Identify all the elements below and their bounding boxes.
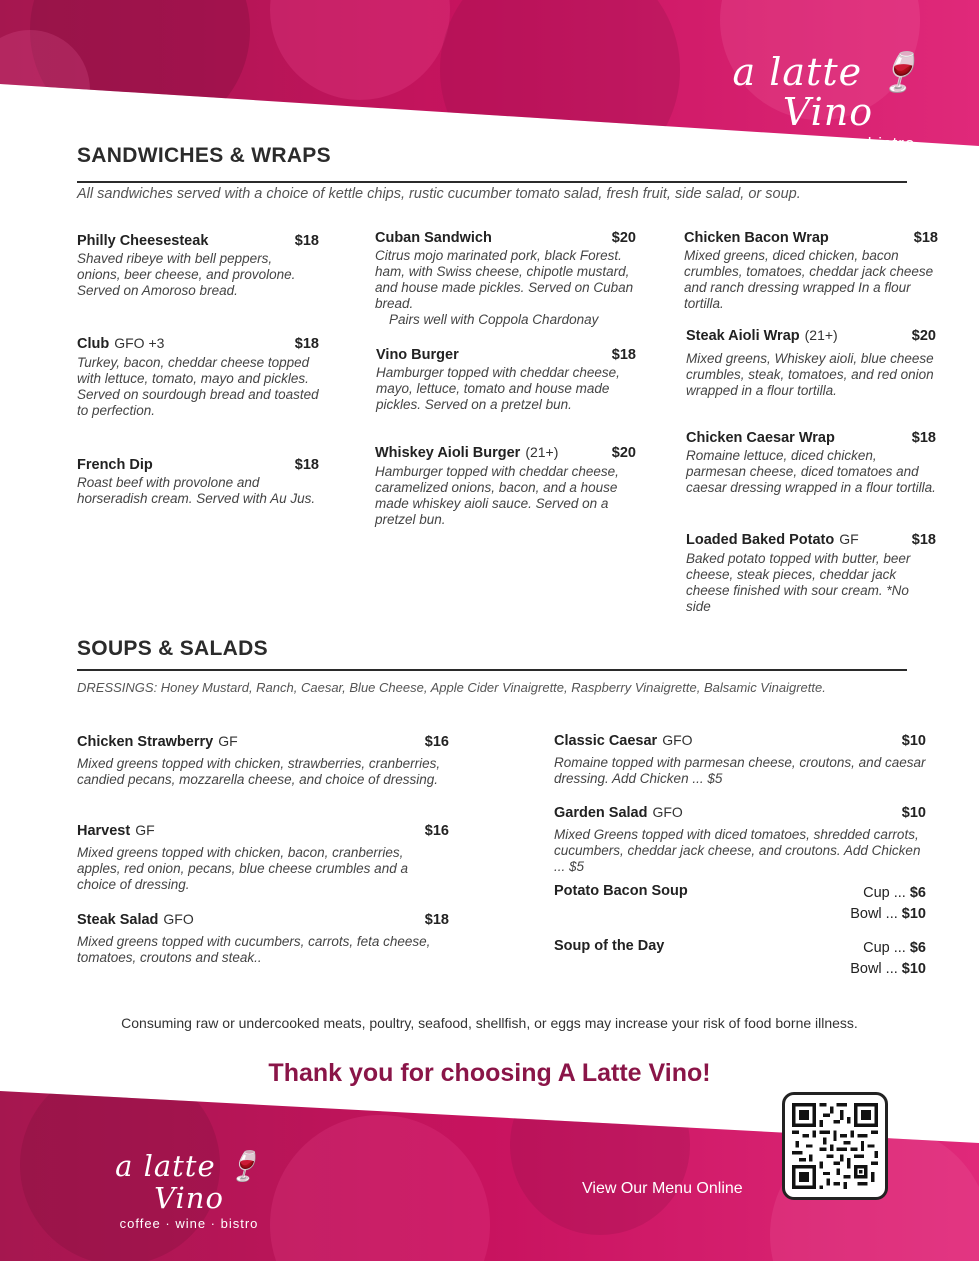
brand-logo-top [718, 52, 938, 154]
item-name: Philly Cheesesteak [77, 233, 209, 249]
item-description: Turkey, bacon, cheddar cheese topped with lettuce, tomato, mayo and pickles. Served on sourdough bread and toasted to perfection. [77, 355, 319, 418]
item-price: $18 [911, 430, 936, 446]
menu-item [554, 804, 926, 875]
item-tag: GFO +3 [114, 335, 165, 351]
header-band [0, 0, 979, 160]
item-description: Mixed greens topped with cucumbers, carrots, feta cheese, tomatoes, croutons and steak.. [77, 934, 431, 965]
item-price: $16 [424, 823, 449, 839]
menu-item-soup [554, 938, 926, 980]
item-price: $18 [611, 347, 636, 363]
sandwiches-note: All sandwiches served with a choice of kettle chips, rustic cucumber tomato salad, fresh fruit, side salad, or soup. [77, 186, 801, 202]
item-name: Vino Burger [376, 347, 459, 363]
view-menu-online-text: View Our Menu Online [582, 1180, 743, 1197]
item-description: Hamburger topped with cheddar cheese, caramelized onions, bacon, and a house made whiskey aioli sauce. Served on a pretzel bun. [375, 464, 619, 527]
menu-item [554, 732, 926, 787]
item-name: Classic Caesar [554, 733, 658, 749]
item-price: $18 [911, 532, 936, 548]
qr-code-icon [792, 1102, 878, 1190]
cup-label: Cup ... [863, 885, 906, 901]
item-tag: GF [839, 531, 859, 547]
section-title-sandwiches: SANDWICHES & WRAPS [77, 144, 331, 167]
item-description: Hamburger topped with cheddar cheese, mayo, lettuce, tomato and house made pickles. Served on a pretzel bun. [376, 365, 620, 412]
menu-item [77, 335, 319, 419]
item-tag: GF [218, 733, 238, 749]
item-name: Club [77, 336, 110, 352]
item-price: $18 [294, 233, 319, 249]
item-pairing: Pairs well with Coppola Chardonay [389, 312, 599, 327]
item-tag: (21+) [525, 444, 559, 460]
item-description: Roast beef with provolone and horseradish cream. Served with Au Jus. [77, 475, 316, 506]
item-description: Mixed greens topped with chicken, strawberries, cranberries, candied pecans, mozzarella cheese, and choice of dressing. [77, 756, 441, 787]
item-description: Citrus mojo marinated pork, black Forest. ham, with Swiss cheese, chipotle mustard, and house made pickles. Served on Cuban bread. [375, 248, 634, 311]
item-name: Cuban Sandwich [375, 230, 492, 246]
brand-tagline: coffee · wine · bistro [119, 1216, 259, 1231]
item-name: Potato Bacon Soup [554, 883, 688, 899]
item-name: Soup of the Day [554, 938, 665, 954]
thank-you-message: Thank you for choosing A Latte Vino! [268, 1059, 711, 1087]
item-name: Chicken Bacon Wrap [684, 230, 829, 246]
item-name: Chicken Caesar Wrap [686, 430, 835, 446]
section-divider [77, 181, 907, 183]
menu-item-soup [554, 883, 926, 925]
menu-item [684, 230, 938, 312]
item-description: Romaine topped with parmesan cheese, croutons, and caesar dressing. Add Chicken ... $5 [554, 755, 926, 786]
item-name: French Dip [77, 457, 153, 473]
menu-item [686, 430, 936, 496]
item-price: $16 [424, 734, 449, 750]
item-description: Mixed greens, Whiskey aioli, blue cheese crumbles, steak, tomatoes, and red onion wrapped in a flour tortilla. [686, 351, 934, 398]
bowl-price: $10 [901, 961, 926, 977]
item-price: $18 [913, 230, 938, 246]
item-price: $10 [901, 805, 926, 821]
dressings-note: DRESSINGS: Honey Mustard, Ranch, Caesar, Blue Cheese, Apple Cider Vinaigrette, Raspberry Vinaigrette, Balsamic Vinaigrette. [77, 680, 826, 695]
item-price: $18 [294, 457, 319, 473]
menu-item [77, 733, 449, 788]
brand-logo-bottom [104, 1150, 274, 1231]
item-tag: GFO [163, 911, 194, 927]
item-description: Mixed Greens topped with diced tomatoes, shredded carrots, cucumbers, cheddar jack cheese, and croutons. Add Chicken ... $5 [554, 827, 921, 874]
menu-item [686, 531, 936, 615]
menu-item [77, 911, 449, 966]
section-divider [77, 669, 907, 671]
bowl-price: $10 [901, 906, 926, 922]
item-name: Steak Aioli Wrap [686, 328, 800, 344]
item-name: Whiskey Aioli Burger [375, 445, 521, 461]
wine-coffee-cup-icon: 🍷 [875, 50, 924, 94]
item-price: $20 [911, 328, 936, 344]
brand-logo-script: a latte 🍷Vino [115, 1149, 263, 1215]
item-name: Harvest [77, 823, 131, 839]
item-tag: GF [135, 822, 155, 838]
menu-item [686, 327, 936, 399]
item-description: Baked potato topped with butter, beer cheese, steak pieces, cheddar jack cheese finished with sour cream. *No side [686, 551, 911, 614]
soup-prices [850, 938, 926, 980]
item-price: $18 [424, 912, 449, 928]
wine-coffee-cup-icon: 🍷 [225, 1149, 263, 1183]
qr-code[interactable] [782, 1092, 888, 1200]
menu-item [77, 457, 319, 507]
menu-item [376, 347, 636, 413]
cup-label: Cup ... [863, 940, 906, 956]
brand-logo-script: a latte 🍷Vino [732, 50, 924, 134]
menu-item [375, 444, 636, 528]
item-price: $10 [901, 733, 926, 749]
item-name: Chicken Strawberry [77, 734, 214, 750]
bowl-label: Bowl ... [850, 906, 898, 922]
bowl-label: Bowl ... [850, 961, 898, 977]
cup-price: $6 [909, 940, 926, 956]
item-tag: (21+) [804, 327, 838, 343]
item-tag: GFO [662, 732, 693, 748]
item-description: Mixed greens topped with chicken, bacon, cranberries, apples, red onion, pecans, blue cheese crumbles and a choice of dressing. [77, 845, 408, 892]
item-description: Mixed greens, diced chicken, bacon crumbles, tomatoes, cheddar jack cheese and ranch dressing wrapped In a flour tortilla. [684, 248, 934, 311]
menu-item [375, 230, 636, 328]
item-description: Romaine lettuce, diced chicken, parmesan cheese, diced tomatoes and caesar dressing wrapped in a flour tortilla. [686, 448, 936, 495]
item-price: $20 [611, 445, 636, 461]
item-name: Loaded Baked Potato [686, 532, 835, 548]
cup-price: $6 [909, 885, 926, 901]
item-name: Garden Salad [554, 805, 648, 821]
brand-tagline: coffee · wine · bistro [740, 134, 916, 153]
food-safety-disclaimer: Consuming raw or undercooked meats, poultry, seafood, shellfish, or eggs may increase your risk of food borne illness. [121, 1015, 858, 1031]
soup-prices [850, 883, 926, 925]
item-name: Steak Salad [77, 912, 159, 928]
item-tag: GFO [652, 804, 683, 820]
item-price: $18 [294, 336, 319, 352]
menu-item [77, 233, 319, 299]
item-description: Shaved ribeye with bell peppers, onions, beer cheese, and provolone. Served on Amoroso bread. [77, 251, 296, 298]
menu-item [77, 822, 449, 893]
section-title-soups: SOUPS & SALADS [77, 637, 268, 660]
item-price: $20 [611, 230, 636, 246]
